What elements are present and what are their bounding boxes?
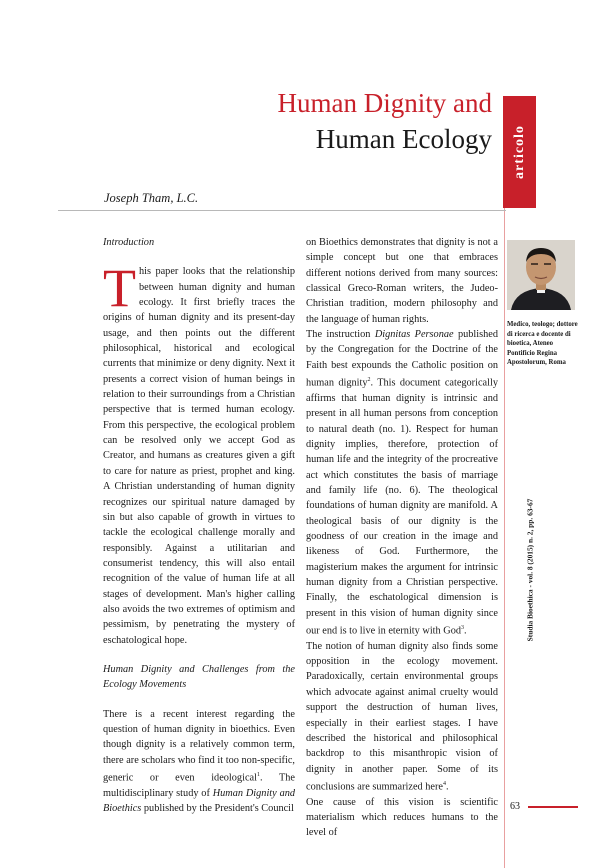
section2-paragraph bbox=[103, 707, 295, 817]
journal-reference bbox=[525, 498, 550, 642]
p2-book-title: Human Dignity and Bioethics bbox=[103, 787, 296, 815]
col2-paragraph-1: on Bioethics demonstrates that dignity is not a simple concept but one that embraces different notions derived from many sources: classical Greco-Roman writers, the Judeo-Christian tradition, modern philosophy and the language of human rights. bbox=[306, 237, 498, 325]
title-line-1: Human Dignity and bbox=[277, 88, 492, 118]
right-margin-rule bbox=[504, 208, 505, 868]
drop-cap: T bbox=[103, 258, 136, 319]
col2-paragraph-4: One cause of this vision is scientific materialism which reduces humans to the level of bbox=[306, 796, 498, 839]
journal-reference-text: Studia Bioethica - vol. 8 (2015) n. 2, pp. 63-67 bbox=[525, 498, 535, 642]
author-rule bbox=[58, 210, 506, 211]
col2-p2-tail: . bbox=[464, 625, 467, 637]
p2-text-start: There is a recent interest regarding the question of human dignity in bioethics. Even though dignity is a relatively common term, there are scholars who find it too non-specific, generic or even ideological bbox=[103, 708, 295, 784]
p2-text-end: published by the President's Council bbox=[141, 803, 294, 815]
col2-p2-start: The instruction bbox=[306, 329, 375, 341]
section2-heading: Human Dignity and Challenges from the Ecology Movements bbox=[103, 663, 295, 691]
col2-paragraph-3 bbox=[306, 639, 498, 795]
intro-paragraph bbox=[103, 258, 295, 648]
col2-paragraph-2 bbox=[306, 327, 498, 639]
author-photo bbox=[507, 240, 575, 310]
col2-p2-mid: published by the Congregation for the Doctrine of the Faith best expounds the Catholic position on human dignity bbox=[306, 329, 499, 389]
col2-p2-end: . This document categorically affirms that human dignity is intrinsic and present in all human persons from conception to natural death (no. 1). Respect for human dignity implies, therefore, protection of human life and the integrity of the procreative act which constitutes the basis of marriage and family life (no. 6). The theological foundations of human dignity are manifold. A theological basis of our dignity is the goodness of our creation in the image and likeness of God. Furthermore, the magisterium makes the argument for intrinsic human dignity from a Christian perspective. Finally, the eschatological dimension is present in this vision of human dignity since our end is to live in eternity with God bbox=[306, 377, 498, 637]
column-middle bbox=[306, 235, 498, 841]
section-tab bbox=[503, 96, 536, 208]
column-left bbox=[103, 235, 295, 816]
author-bio-caption: Medico, teologo; dottore di ricerca e docente di bioetica, Ateneo Pontificio Regina Apostolorum, Roma bbox=[507, 321, 578, 367]
p2-text-mid: . The multidisciplinary study of bbox=[103, 772, 295, 799]
footnote-ref-2: 2 bbox=[367, 377, 371, 384]
footnote-ref-1: 1 bbox=[256, 772, 260, 778]
section-tab-label: articolo bbox=[511, 125, 527, 179]
page-number: 63 bbox=[510, 801, 520, 812]
author-name: Joseph Tham, L.C. bbox=[104, 191, 199, 205]
footnote-ref-3: 3 bbox=[461, 625, 465, 632]
title-line-2: Human Ecology bbox=[315, 124, 492, 154]
footnote-ref-4: 4 bbox=[442, 780, 446, 787]
page-number-rule bbox=[528, 806, 578, 808]
intro-text: his paper looks that the relationship between human dignity and human ecology. It first briefly traces the origins of human dignity and its present-day usage, and then points out the different philosophical, historical and ecological currents that minimize or deny dignity. Next it presents a correct vision of human beings in relation to their surroundings from a Christian perspective that is termed human ecology. From this perspective, the ecological problem can be resolved only we accept God as Creator, and humans as creatures given a gift to care for nature as priest, prophet and king. A Christian understanding of human dignity recognizes our spiritual nature damaged by sin but also capable of growth in virtues to tackle the ecological challenge morally and responsibly. Against a utilitarian and consumerist tendency, this will also entail recognition of the value of human life at all stages of development. Man's higher calling also avoids the two extremes of optimism and pessimism, by penetrating the mystery of eschatological hope. bbox=[103, 266, 295, 646]
col2-p2-title: Dignitas Personae bbox=[374, 329, 454, 341]
intro-heading: Introduction bbox=[103, 237, 155, 248]
col2-p3-end: . bbox=[445, 781, 449, 793]
col2-p3-start: The notion of human dignity also finds some opposition in the ecology movement. Paradoxically, certain environmental groups which advocate against animal cruelty would support the destruction of human lives, especially in their earliest stages. I have described the historical and philosophical backdrop to this misanthropic vision of dignity in another paper. Some of its conclusions are summarized here bbox=[306, 640, 498, 793]
